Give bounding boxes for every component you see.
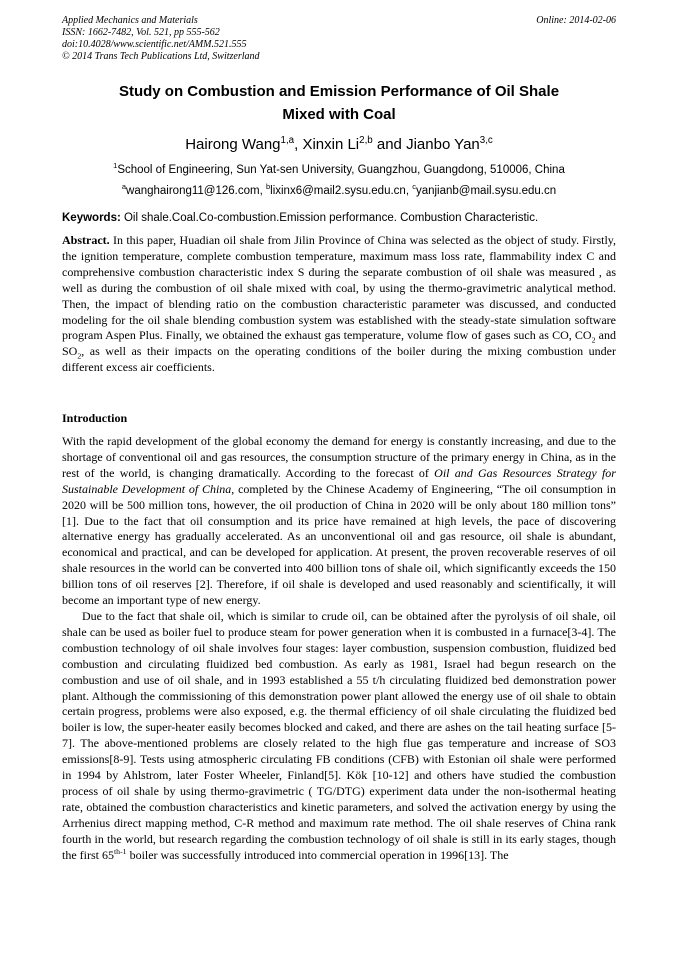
copyright-line: © 2014 Trans Tech Publications Ltd, Switzerland <box>62 51 260 62</box>
introduction-body <box>62 434 616 863</box>
abstract-text: , as well as their impacts on the operating conditions of the boiler during the mixing combustion under different excess air coefficients. <box>62 344 616 375</box>
journal-header <box>62 15 260 63</box>
abstract-text: In this paper, Huadian oil shale from Jilin Province of China was selected as the object of study. Firstly, the ignition temperature, complete combustion temperature, maximum mass loss rate, flammability index C and comprehensive combustion characteristic index S during the separate combustion of oil shale was measured , as well as during the combustion of oil shale mixed with coal, by using the thermo-gravimetric analytical method. Then, the impact of blending ratio on the combustion characteristic parameter was discussed, and conducted modeling for the oil shale blending combustion system was established with the steady-state simulation software program Aspen Plus. Finally, we obtained the exhaust gas temperature, volume flow of gases such as CO, CO <box>62 233 616 343</box>
online-date: Online: 2014-02-06 <box>536 15 616 26</box>
keywords <box>62 211 616 226</box>
abstract-text: and SO <box>62 328 616 359</box>
email-mark: b <box>265 182 271 192</box>
paragraph-text: boiler was successfully introduced into commercial operation in 1996[13]. The <box>126 847 509 862</box>
paragraph-text: , completed by the Chinese Academy of Engineering, “The oil consumption in 2020 will be 500 million tons, however, the oil production of China in 2020 will be only about 180 million tons” [1]. Due to the fact that oil consumption and its price have remained at high levels, the pace of discovering alternative energy has gradually accelerated. As an unconventional oil and gas resource, oil shale is abundant, economical and practical, and can be developed for application. At present, the proven recoverable reserves of oil shale resources in the world can be converted into 400 billion tons of shale oil, which significantly exceeds the 150 billion tons of oil reserves [2]. Therefore, if oil shale is developed and used reasonably and scientifically, it will become an important type of new energy. <box>62 481 616 608</box>
title-line-2: Mixed with Coal <box>282 106 396 123</box>
paragraph <box>62 609 616 864</box>
author-affiliation-mark: 1,a <box>280 135 295 146</box>
author-name: Xinxin Li <box>302 136 360 153</box>
abstract <box>62 233 616 376</box>
affiliation-mark: 1 <box>113 161 118 171</box>
email-separator: , <box>259 185 266 197</box>
subscript: 2 <box>591 335 596 345</box>
email-address: wanghairong11@126.com <box>126 185 260 197</box>
author-affiliation-mark: 2,b <box>359 135 373 146</box>
doi-line: doi:10.4028/www.scientific.net/AMM.521.555 <box>62 39 247 50</box>
affiliation-text: School of Engineering, Sun Yat-sen University, Guangzhou, Guangdong, 510006, China <box>117 164 565 176</box>
keywords-label: Keywords: <box>62 212 121 224</box>
superscript: th-1 <box>114 846 127 856</box>
email-address: yanjianb@mail.sysu.edu.cn <box>415 185 557 197</box>
journal-name: Applied Mechanics and Materials <box>62 15 198 26</box>
author-separator: , <box>294 136 303 153</box>
paragraph-text: With the rapid development of the global economy the demand for energy is constantly increasing, and due to the shortage of conventional oil and gas resources, the consumption structure of the primary energy in China, as in the rest of the world, is changing dramatically. According to the forecast of <box>62 434 616 480</box>
abstract-label: Abstract. <box>62 233 110 247</box>
email-address: lixinx6@mail2.sysu.edu.cn <box>270 185 406 197</box>
subscript: 2 <box>77 351 82 361</box>
paragraph-text: Due to the fact that shale oil, which is similar to crude oil, can be obtained after the pyrolysis of oil shale, oil shale can be used as boiler fuel to produce steam for power generation when it is combusted in a furnace[3-4]. The combustion technology of oil shale involves four stages: layer combustion, suspension combustion, fluidized bed combustion and circulating fluidized bed combustion. As early as 1981, Israel had begun research on the combustion and use of oil shale, and in 1993 established a 55 t/h circulating fluidized bed demonstration power plant. Although the commissioning of this demonstration power plant allowed the energy use of oil shale to obtain certain progress, problems were also exposed, e.g. the thermal efficiency of oil shale circulating the fluidized bed boiler is low, the super-heater easily becomes blocked and caked, and there are ashes on the tail heating surface [5-7]. The above-mentioned problems are closely related to the high flue gas temperature and increase of SO3 emissions[8-9]. Tests using atmospheric circulating FB conditions (CFB) with Estonian oil shale were performed in 1994 by Ahlstrom, later Foster Wheeler, Finland[5]. Kök [10-12] and others have studied the combustion process of oil shale by using thermo-gravimetric ( TG/DTG) experiment data under the non-isothermal heating rate, obtained the combustion characteristics and kinetic parameters, and solved the activation energy by using the Arrhenius direct mapping method, C-R method and maximum rate method. The oil shale reserves of China rank fourth in the world, but research regarding the combustion technology of oil shale is still in its early stages, though the first 65 <box>62 608 616 862</box>
author-list <box>62 136 616 154</box>
paper-title <box>62 80 616 126</box>
author-separator: and <box>372 136 407 153</box>
author-name: Hairong Wang <box>185 136 281 153</box>
email-separator: , <box>405 185 413 197</box>
paragraph <box>62 434 616 609</box>
author-affiliation-mark: 3,c <box>479 135 493 146</box>
email-list <box>62 183 616 199</box>
section-heading-introduction: Introduction <box>62 411 128 425</box>
keywords-text: Oil shale.Coal.Co-combustion.Emission performance. Combustion Characteristic. <box>120 212 539 224</box>
email-mark: c <box>412 182 416 192</box>
issn-line: ISSN: 1662-7482, Vol. 521, pp 555-562 <box>62 27 220 38</box>
title-line-1: Study on Combustion and Emission Performance of Oil Shale <box>118 83 560 100</box>
affiliation <box>62 162 616 178</box>
italic-title: Oil and Gas Resources Strategy for Sustainable Development of China <box>62 465 616 496</box>
author-name: Jianbo Yan <box>406 136 480 153</box>
email-mark: a <box>121 182 127 192</box>
